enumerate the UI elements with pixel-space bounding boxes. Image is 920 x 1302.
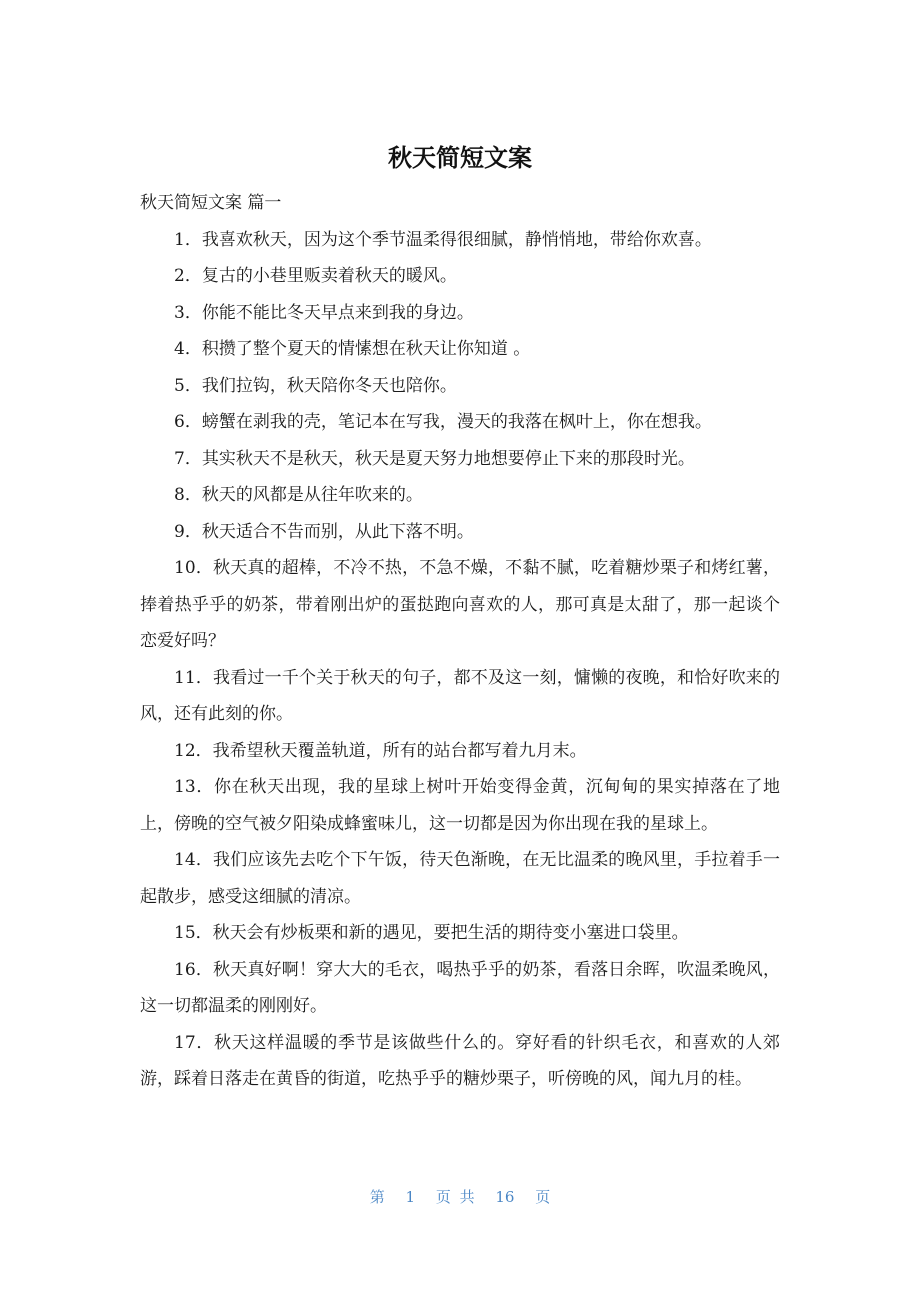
page-footer <box>0 1185 920 1209</box>
paragraph-9: 9．秋天适合不告而别，从此下落不明。 <box>174 521 474 542</box>
paragraph-12: 12．我希望秋天覆盖轨道，所有的站台都写着九月末。 <box>174 740 587 761</box>
paragraph-5: 5．我们拉钩，秋天陪你冬天也陪你。 <box>174 375 457 396</box>
paragraph-4: 4．积攒了整个夏天的情愫想在秋天让你知道 。 <box>174 339 531 359</box>
paragraph-2: 2．复古的小巷里贩卖着秋天的暖风。 <box>174 266 457 286</box>
paragraph-7: 7．其实秋天不是秋天，秋天是夏天努力地想要停止下来的那段时光。 <box>174 448 695 469</box>
paragraph-1: 1．我喜欢秋天，因为这个季节温柔得很细腻，静悄悄地，带给你欢喜。 <box>174 229 712 250</box>
footer-current-page: 1 <box>405 1188 416 1206</box>
footer-page-middle: 页 共 <box>435 1188 475 1206</box>
document-body <box>140 185 780 1098</box>
paragraph-8: 8．秋天的风都是从往年吹来的。 <box>174 485 423 505</box>
paragraph-16: 16．秋天真好啊！穿大大的毛衣，喝热乎乎的奶茶，看落日余晖，吹温柔晚风，这一切都温柔的刚刚好。 <box>140 959 780 1016</box>
document-title: 秋天简短文案 <box>388 144 532 172</box>
section-heading: 秋天简短文案 篇一 <box>140 193 282 213</box>
paragraph-11: 11．我看过一千个关于秋天的句子，都不及这一刻，慵懒的夜晚，和恰好吹来的风，还有此刻的你。 <box>140 667 780 724</box>
paragraph-14: 14．我们应该先去吃个下午饭，待天色渐晚，在无比温柔的晚风里，手拉着手一起散步，感受这细腻的清凉。 <box>140 850 780 907</box>
paragraph-13: 13．你在秋天出现，我的星球上树叶开始变得金黄，沉甸甸的果实掉落在了地上，傍晚的空气被夕阳染成蜂蜜味儿，这一切都是因为你出现在我的星球上。 <box>140 777 780 834</box>
paragraph-6: 6．螃蟹在剥我的壳，笔记本在写我，漫天的我落在枫叶上，你在想我。 <box>174 412 712 432</box>
paragraph-17: 17．秋天这样温暖的季节是该做些什么的。穿好看的针织毛衣，和喜欢的人郊游，踩着日落走在黄昏的街道，吃热乎乎的糖炒栗子，听傍晚的风，闻九月的桂。 <box>140 1032 780 1089</box>
paragraph-3: 3．你能不能比冬天早点来到我的身边。 <box>174 302 474 323</box>
footer-page-prefix: 第 <box>369 1188 385 1206</box>
footer-total-pages: 16 <box>495 1188 515 1206</box>
paragraph-15: 15．秋天会有炒板栗和新的遇见，要把生活的期待变小塞进口袋里。 <box>174 923 689 943</box>
footer-page-suffix: 页 <box>535 1188 551 1206</box>
paragraph-10: 10．秋天真的超棒，不冷不热，不急不燥，不黏不腻，吃着糖炒栗子和烤红薯，捧着热乎乎的奶茶，带着刚出炉的蛋挞跑向喜欢的人，那可真是太甜了，那一起谈个恋爱好吗？ <box>140 558 780 651</box>
